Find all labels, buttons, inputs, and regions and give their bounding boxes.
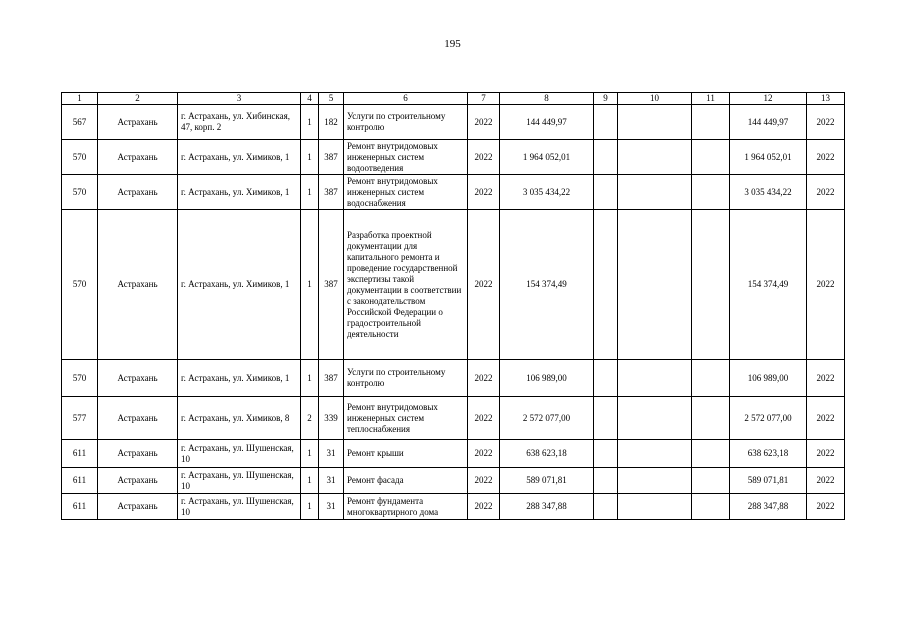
- col-header-10: 10: [618, 93, 692, 105]
- cell-col5: 387: [319, 140, 344, 175]
- cell-city: Астрахань: [98, 494, 178, 520]
- cell-year: 2022: [468, 105, 500, 140]
- table-row: [62, 210, 845, 360]
- table-row: [62, 360, 845, 397]
- cell-city: Астрахань: [98, 468, 178, 494]
- cell-col13: 2022: [807, 494, 845, 520]
- cell-col12: 1 964 052,01: [730, 140, 807, 175]
- table-row: [62, 140, 845, 175]
- col-header-9: 9: [594, 93, 618, 105]
- cell-col11: [692, 105, 730, 140]
- cell-total: 144 449,97: [500, 105, 594, 140]
- cell-col4: 2: [301, 397, 319, 440]
- col-header-4: 4: [301, 93, 319, 105]
- cell-col5: 387: [319, 210, 344, 360]
- cell-address: г. Астрахань, ул. Химиков, 8: [178, 397, 301, 440]
- cell-total: 154 374,49: [500, 210, 594, 360]
- cell-col12: 288 347,88: [730, 494, 807, 520]
- col-header-11: 11: [692, 93, 730, 105]
- cell-col12: 154 374,49: [730, 210, 807, 360]
- cell-col5: 31: [319, 494, 344, 520]
- cell-total: 3 035 434,22: [500, 175, 594, 210]
- cell-number: 570: [62, 210, 98, 360]
- cell-col11: [692, 210, 730, 360]
- cell-col11: [692, 175, 730, 210]
- col-header-12: 12: [730, 93, 807, 105]
- cell-year: 2022: [468, 210, 500, 360]
- capital-repair-table: [61, 92, 845, 520]
- cell-col5: 31: [319, 468, 344, 494]
- cell-col11: [692, 397, 730, 440]
- cell-total: 2 572 077,00: [500, 397, 594, 440]
- cell-year: 2022: [468, 440, 500, 468]
- cell-number: 577: [62, 397, 98, 440]
- cell-number: 611: [62, 440, 98, 468]
- cell-col13: 2022: [807, 440, 845, 468]
- cell-col9: [594, 360, 618, 397]
- cell-col5: 31: [319, 440, 344, 468]
- cell-city: Астрахань: [98, 397, 178, 440]
- cell-total: 638 623,18: [500, 440, 594, 468]
- cell-col4: 1: [301, 140, 319, 175]
- cell-col10: [618, 360, 692, 397]
- cell-work: Разработка проектной документации для капитального ремонта и проведение государственной экспертизы такой документации в соответствии с законодательством Российской Федерации о градостроительной деятельности: [344, 210, 468, 360]
- cell-col9: [594, 140, 618, 175]
- cell-col13: 2022: [807, 360, 845, 397]
- cell-work: Ремонт крыши: [344, 440, 468, 468]
- table-row: [62, 175, 845, 210]
- cell-col9: [594, 105, 618, 140]
- cell-col13: 2022: [807, 175, 845, 210]
- col-header-2: 2: [98, 93, 178, 105]
- col-header-3: 3: [178, 93, 301, 105]
- cell-work: Ремонт внутридомовых инженерных систем теплоснабжения: [344, 397, 468, 440]
- cell-col9: [594, 175, 618, 210]
- cell-col9: [594, 210, 618, 360]
- header-row: [62, 93, 845, 105]
- cell-col13: 2022: [807, 397, 845, 440]
- table-row: [62, 105, 845, 140]
- cell-year: 2022: [468, 494, 500, 520]
- cell-col13: 2022: [807, 105, 845, 140]
- cell-col12: 144 449,97: [730, 105, 807, 140]
- cell-col10: [618, 210, 692, 360]
- cell-year: 2022: [468, 140, 500, 175]
- cell-col10: [618, 468, 692, 494]
- cell-total: 589 071,81: [500, 468, 594, 494]
- cell-total: 106 989,00: [500, 360, 594, 397]
- cell-number: 611: [62, 468, 98, 494]
- cell-address: г. Астрахань, ул. Шушенская, 10: [178, 494, 301, 520]
- cell-total: 288 347,88: [500, 494, 594, 520]
- cell-col5: 387: [319, 175, 344, 210]
- cell-work: Ремонт внутридомовых инженерных систем водоотведения: [344, 140, 468, 175]
- table-row: [62, 468, 845, 494]
- cell-col12: 106 989,00: [730, 360, 807, 397]
- cell-col13: 2022: [807, 468, 845, 494]
- cell-work: Ремонт фасада: [344, 468, 468, 494]
- cell-col4: 1: [301, 440, 319, 468]
- cell-address: г. Астрахань, ул. Химиков, 1: [178, 210, 301, 360]
- cell-address: г. Астрахань, ул. Хибинская, 47, корп. 2: [178, 105, 301, 140]
- cell-work: Ремонт внутридомовых инженерных систем водоснабжения: [344, 175, 468, 210]
- cell-city: Астрахань: [98, 210, 178, 360]
- cell-address: г. Астрахань, ул. Шушенская, 10: [178, 440, 301, 468]
- cell-number: 570: [62, 175, 98, 210]
- table-row: [62, 397, 845, 440]
- cell-col12: 3 035 434,22: [730, 175, 807, 210]
- cell-col4: 1: [301, 360, 319, 397]
- cell-col5: 339: [319, 397, 344, 440]
- cell-col10: [618, 105, 692, 140]
- cell-col10: [618, 175, 692, 210]
- cell-col9: [594, 397, 618, 440]
- col-header-7: 7: [468, 93, 500, 105]
- cell-col11: [692, 360, 730, 397]
- col-header-8: 8: [500, 93, 594, 105]
- cell-col11: [692, 494, 730, 520]
- cell-col5: 387: [319, 360, 344, 397]
- cell-address: г. Астрахань, ул. Шушенская, 10: [178, 468, 301, 494]
- cell-number: 611: [62, 494, 98, 520]
- cell-col10: [618, 140, 692, 175]
- cell-col10: [618, 440, 692, 468]
- cell-address: г. Астрахань, ул. Химиков, 1: [178, 360, 301, 397]
- cell-col5: 182: [319, 105, 344, 140]
- col-header-13: 13: [807, 93, 845, 105]
- cell-col11: [692, 140, 730, 175]
- cell-number: 570: [62, 360, 98, 397]
- cell-col12: 2 572 077,00: [730, 397, 807, 440]
- cell-col10: [618, 397, 692, 440]
- cell-col4: 1: [301, 468, 319, 494]
- table-row: [62, 440, 845, 468]
- cell-city: Астрахань: [98, 105, 178, 140]
- cell-city: Астрахань: [98, 175, 178, 210]
- cell-year: 2022: [468, 175, 500, 210]
- cell-work: Услуги по строительному контролю: [344, 105, 468, 140]
- cell-col13: 2022: [807, 210, 845, 360]
- cell-address: г. Астрахань, ул. Химиков, 1: [178, 175, 301, 210]
- page-number: 195: [444, 38, 461, 50]
- cell-number: 567: [62, 105, 98, 140]
- cell-col9: [594, 440, 618, 468]
- cell-work: Услуги по строительному контролю: [344, 360, 468, 397]
- cell-year: 2022: [468, 468, 500, 494]
- cell-col12: 638 623,18: [730, 440, 807, 468]
- cell-col10: [618, 494, 692, 520]
- cell-year: 2022: [468, 360, 500, 397]
- cell-city: Астрахань: [98, 360, 178, 397]
- cell-address: г. Астрахань, ул. Химиков, 1: [178, 140, 301, 175]
- cell-col4: 1: [301, 175, 319, 210]
- cell-work: Ремонт фундамента многоквартирного дома: [344, 494, 468, 520]
- col-header-5: 5: [319, 93, 344, 105]
- table-row: [62, 494, 845, 520]
- cell-col9: [594, 494, 618, 520]
- cell-year: 2022: [468, 397, 500, 440]
- col-header-1: 1: [62, 93, 98, 105]
- cell-col4: 1: [301, 210, 319, 360]
- cell-col11: [692, 468, 730, 494]
- cell-col4: 1: [301, 494, 319, 520]
- cell-col12: 589 071,81: [730, 468, 807, 494]
- cell-col4: 1: [301, 105, 319, 140]
- cell-col9: [594, 468, 618, 494]
- cell-city: Астрахань: [98, 140, 178, 175]
- cell-number: 570: [62, 140, 98, 175]
- cell-col11: [692, 440, 730, 468]
- cell-col13: 2022: [807, 140, 845, 175]
- col-header-6: 6: [344, 93, 468, 105]
- cell-city: Астрахань: [98, 440, 178, 468]
- cell-total: 1 964 052,01: [500, 140, 594, 175]
